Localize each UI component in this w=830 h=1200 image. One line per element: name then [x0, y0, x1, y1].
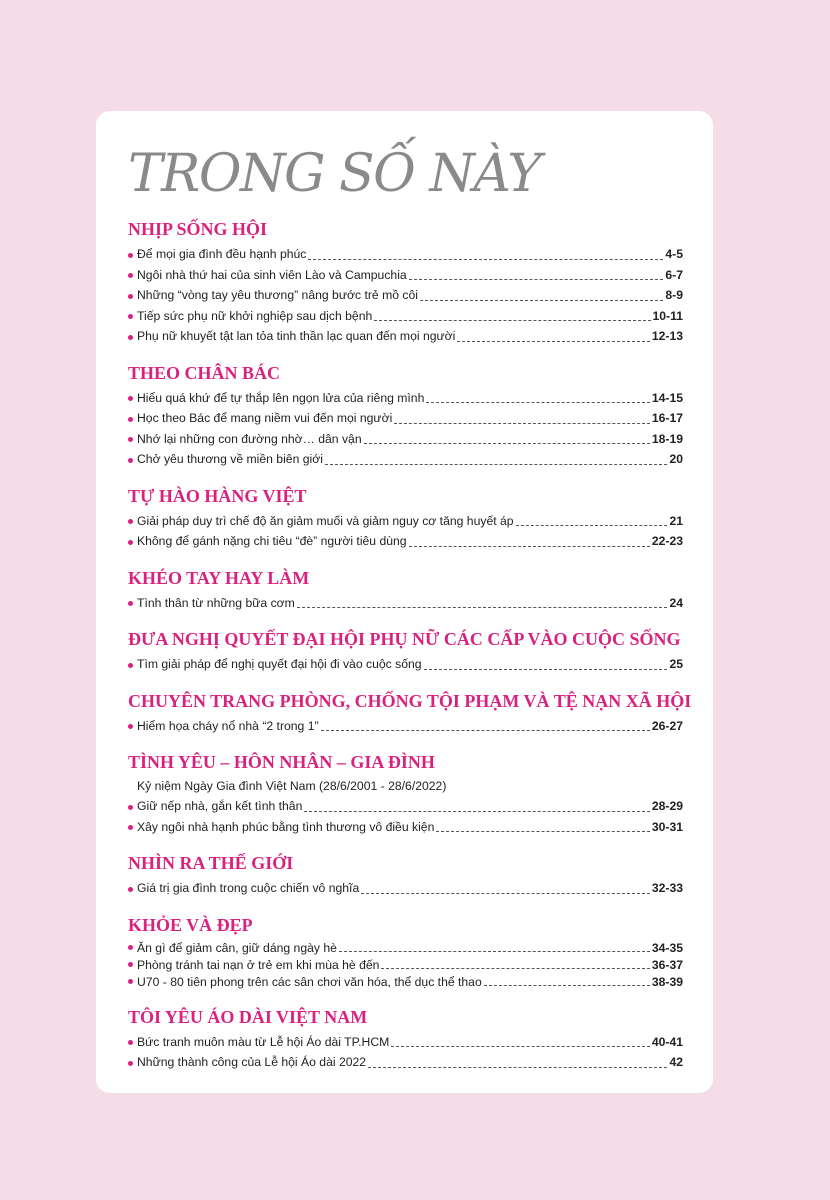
- bullet-icon: [128, 417, 133, 422]
- dotted-leader: [381, 968, 649, 969]
- section-dua-nghi-quyet-dai-hoi-phu-nu-cac-cap-vao-cuoc-song: [128, 629, 683, 675]
- entry-list: [128, 1032, 683, 1073]
- dotted-leader: [321, 730, 650, 731]
- toc-entry[interactable]: [128, 1032, 683, 1053]
- entry-list: [128, 593, 683, 614]
- page-number: 32-33: [651, 881, 683, 895]
- bullet-icon: [128, 458, 133, 463]
- entry-title: Phụ nữ khuyết tật lan tỏa tinh thần lạc quan đến mọi người: [137, 329, 456, 343]
- section-chuyen-trang-phong-chong-toi-pham-va-te-nan-xa-hoi: [128, 690, 692, 737]
- bullet-icon: [128, 540, 133, 545]
- dotted-leader: [436, 831, 649, 832]
- entry-title: Tiếp sức phụ nữ khởi nghiệp sau dịch bệnh: [137, 308, 373, 323]
- bullet-icon: [128, 979, 133, 984]
- page-number: 12-13: [651, 329, 683, 343]
- page-number: 42: [669, 1055, 683, 1069]
- entry-title: Chở yêu thương về miền biên giới: [137, 452, 323, 466]
- bullet-icon: [128, 663, 133, 668]
- section-heading: TỰ HÀO HÀNG VIỆT: [128, 485, 307, 506]
- entry-title: Giá trị gia đình trong cuộc chiến vô nghĩa: [137, 881, 360, 895]
- entry-title: Kỷ niệm Ngày Gia đình Việt Nam (28/6/2001 - 28/6/2022): [137, 779, 447, 793]
- entry-title: Những thành công của Lễ hội Áo dài 2022: [137, 1055, 367, 1069]
- page-number: 10-11: [652, 308, 683, 323]
- page-number: 30-31: [651, 819, 683, 834]
- entry-title: U70 - 80 tiên phong trên các sân chơi văn hóa, thể dục thể thao: [137, 974, 482, 989]
- entry-list: [128, 244, 683, 347]
- toc-entry[interactable]: [128, 940, 683, 957]
- page-number: 6-7: [665, 267, 683, 282]
- contents-card: [96, 111, 713, 1093]
- entry-title: Phòng tránh tai nạn ở trẻ em khi mùa hè đến: [137, 957, 380, 972]
- bullet-icon: [128, 1061, 133, 1066]
- toc-entry[interactable]: [128, 777, 683, 817]
- toc-entry[interactable]: [128, 531, 683, 552]
- toc-entry[interactable]: [128, 878, 683, 899]
- dotted-leader: [394, 423, 650, 424]
- entry-list: [128, 878, 683, 899]
- dotted-leader: [516, 525, 668, 526]
- section-heading: CHUYÊN TRANG PHÒNG, CHỐNG TỘI PHẠM VÀ TỆ NẠN XÃ HỘI: [128, 690, 692, 711]
- page-number: 14-15: [651, 390, 683, 405]
- bullet-icon: [128, 825, 133, 830]
- entry-list: [128, 388, 683, 470]
- page-number: 25: [669, 657, 683, 671]
- entry-title: Không để gánh nặng chi tiêu “đè” người tiêu dùng: [137, 534, 407, 548]
- entry-list: [128, 940, 683, 991]
- bullet-icon: [128, 519, 133, 524]
- toc-entry[interactable]: [128, 388, 683, 409]
- bullet-icon: [128, 887, 133, 892]
- entry-title: Hiểm họa cháy nổ nhà “2 trong 1”: [137, 718, 319, 733]
- dotted-leader: [339, 951, 650, 952]
- entry-title: Tìm giải pháp để nghị quyết đại hội đi vào cuộc sống: [137, 657, 422, 671]
- toc-entry[interactable]: [128, 326, 683, 347]
- section-heading: ĐƯA NGHỊ QUYẾT ĐẠI HỘI PHỤ NỮ CÁC CẤP VÀO CUỘC SỐNG: [128, 629, 681, 649]
- page-number: 22-23: [651, 534, 683, 548]
- entry-list: [128, 654, 683, 675]
- toc-entry[interactable]: [128, 1052, 683, 1073]
- section-tu-hao-hang-viet: [128, 486, 683, 552]
- entry-title: Nhớ lại những con đường nhờ… dân vận: [137, 431, 362, 446]
- page-number: 20: [669, 452, 683, 466]
- bullet-icon: [128, 294, 133, 299]
- entry-title: Xây ngôi nhà hạnh phúc bằng tình thương vô điều kiện: [137, 819, 435, 834]
- toc-entry[interactable]: [128, 429, 683, 450]
- entry-list: [128, 777, 683, 837]
- entry-title: Ăn gì để giảm cân, giữ dáng ngày hè: [137, 940, 337, 955]
- section-toi-yeu-ao-dai-viet-nam: [128, 1007, 683, 1073]
- toc-entry[interactable]: [128, 265, 683, 286]
- section-nhin-ra-the-gioi: [128, 853, 683, 899]
- entry-list: [128, 511, 683, 552]
- page-number: 26-27: [651, 718, 683, 733]
- dotted-leader: [361, 893, 650, 894]
- entry-subtitle: Giữ nếp nhà, gắn kết tình thân: [137, 799, 303, 813]
- table-of-contents: [128, 219, 692, 1073]
- page-number: 28-29: [651, 799, 683, 813]
- entry-title: Những “vòng tay yêu thương” nâng bước trẻ mồ côi: [137, 288, 418, 302]
- toc-entry[interactable]: [128, 974, 683, 991]
- dotted-leader: [424, 669, 668, 670]
- entry-list: [128, 716, 683, 737]
- toc-entry[interactable]: [128, 593, 683, 614]
- entry-title: Để mọi gia đình đều hạnh phúc: [137, 247, 307, 261]
- dotted-leader: [420, 300, 663, 301]
- page-number: 34-35: [651, 940, 683, 955]
- section-heading: KHÉO TAY HAY LÀM: [128, 567, 310, 588]
- dotted-leader: [304, 811, 649, 812]
- entry-title: Tình thân từ những bữa cơm: [137, 595, 295, 610]
- section-heading: TÌNH YÊU – HÔN NHÂN – GIA ĐÌNH: [128, 752, 435, 772]
- entry-title: Ngôi nhà thứ hai của sinh viên Lào và Campuchia: [137, 267, 407, 282]
- section-nhip-song-hoi: [128, 219, 683, 347]
- dotted-leader: [374, 320, 650, 321]
- section-heading: NHỊP SỐNG HỘI: [128, 219, 268, 239]
- toc-entry[interactable]: [128, 511, 683, 532]
- page-number: 18-19: [651, 431, 683, 446]
- bullet-icon: [128, 335, 133, 340]
- bullet-icon: [128, 601, 133, 606]
- toc-entry[interactable]: [128, 306, 683, 327]
- dotted-leader: [325, 464, 668, 465]
- dotted-leader: [426, 402, 649, 403]
- page-number: 40-41: [651, 1034, 683, 1049]
- dotted-leader: [391, 1046, 650, 1047]
- section-heading: TÔI YÊU ÁO DÀI VIỆT NAM: [128, 1006, 368, 1027]
- toc-entry[interactable]: [128, 285, 683, 306]
- section-khoe-va-dep: [128, 915, 683, 991]
- bullet-icon: [128, 437, 133, 442]
- dotted-leader: [457, 341, 649, 342]
- dotted-leader: [484, 985, 650, 986]
- section-theo-chan-bac: [128, 363, 683, 470]
- page-number: 24: [669, 595, 683, 610]
- section-heading: NHÌN RA THẾ GIỚI: [128, 853, 294, 873]
- bullet-icon: [128, 253, 133, 258]
- page-number: 21: [669, 513, 683, 528]
- page-number: 8-9: [665, 288, 683, 302]
- dotted-leader: [368, 1067, 667, 1068]
- bullet-icon: [128, 273, 133, 278]
- bullet-icon: [128, 945, 133, 950]
- page-number: 4-5: [665, 247, 683, 261]
- page-number: 16-17: [651, 411, 683, 425]
- toc-entry[interactable]: [128, 817, 683, 838]
- entry-title: Học theo Bác để mang niềm vui đến mọi người: [137, 411, 393, 425]
- toc-entry[interactable]: [128, 408, 683, 429]
- entry-title: Giải pháp duy trì chế độ ăn giảm muối và giảm nguy cơ tăng huyết áp: [137, 513, 514, 528]
- bullet-icon: [128, 805, 133, 810]
- bullet-icon: [128, 962, 133, 967]
- dotted-leader: [364, 443, 650, 444]
- entry-title: Bức tranh muôn màu từ Lễ hội Áo dài TP.HCM: [137, 1034, 390, 1049]
- entry-title: Hiểu quá khứ để tự thắp lên ngọn lửa của riêng mình: [137, 390, 425, 405]
- dotted-leader: [409, 279, 664, 280]
- toc-entry[interactable]: [128, 244, 683, 265]
- section-kheo-tay-hay-lam: [128, 568, 683, 614]
- toc-entry[interactable]: [128, 654, 683, 675]
- bullet-icon: [128, 314, 133, 319]
- page-number: 36-37: [651, 957, 683, 972]
- bullet-icon: [128, 724, 133, 729]
- page-number: 38-39: [651, 974, 683, 989]
- bullet-icon: [128, 396, 133, 401]
- page-title: TRONG SỐ NÀY: [128, 144, 541, 204]
- section-heading: THEO CHÂN BÁC: [128, 362, 281, 383]
- dotted-leader: [308, 259, 663, 260]
- section-tinh-yeu-hon-nhan-gia-dinh: [128, 752, 683, 837]
- bullet-icon: [128, 1040, 133, 1045]
- dotted-leader: [409, 546, 650, 547]
- section-heading: KHỎE VÀ ĐẸP: [128, 914, 253, 935]
- toc-entry[interactable]: [128, 449, 683, 470]
- toc-entry[interactable]: [128, 957, 683, 974]
- dotted-leader: [297, 607, 668, 608]
- toc-entry[interactable]: [128, 716, 683, 737]
